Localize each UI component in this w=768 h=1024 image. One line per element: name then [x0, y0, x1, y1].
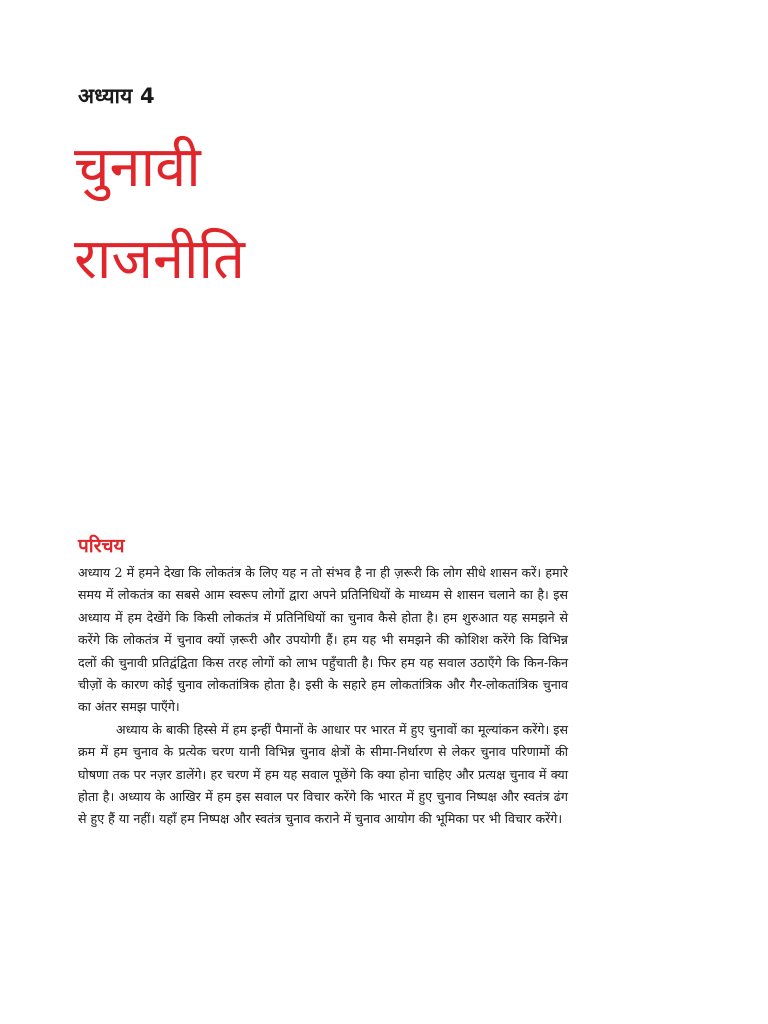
paragraph-1: अध्याय 2 में हमने देखा कि लोकतंत्र के लिए यह न तो संभव है ना ही ज़रूरी कि लोग सीधे शासन करें। हमारे समय में लोकतंत्र का सबसे आम स्वरूप लोगों द्वारा अपने प्रतिनिधियों के माध्यम से शासन चलाने का है। इस अध्याय में हम देखेंगे कि किसी लोकतंत्र में प्रतिनिधियों का चुनाव कैसे होता है। हम शुरुआत यह समझने से करेंगे कि लोकतंत्र में चुनाव क्यों ज़रूरी और उपयोगी हैं। हम यह भी समझने की कोशिश करेंगे कि विभिन्न दलों की चुनावी प्रतिद्वंद्विता किस तरह लोगों को लाभ पहुँचाती है। फिर हम यह सवाल उठाएँगे कि किन-किन चीज़ों के कारण कोई चुनाव लोकतांत्रिक होता है। इसी के सहारे हम लोकतांत्रिक और गैर-लोकतांत्रिक चुनाव का अंतर समझ पाएँगे।	[78, 565, 568, 715]
chapter-title	[74, 122, 245, 306]
paragraph-2: अध्याय के बाकी हिस्से में हम इन्हीं पैमानों के आधार पर भारत में हुए चुनावों का मूल्यांकन करेंगे। इस क्रम में हम चुनाव के प्रत्येक चरण यानी विभिन्न चुनाव क्षेत्रों के सीमा-निर्धारण से लेकर चुनाव परिणामों की घोषणा तक पर नज़र डालेंगे। हर चरण में हम यह सवाल पूछेंगे कि क्या होना चाहिए और प्रत्यक्ष चुनाव में क्या होता है। अध्याय के आखिर में हम इस सवाल पर विचार करेंगे कि भारत में हुए चुनाव निष्पक्ष और स्वतंत्र ढंग से हुए हैं या नहीं। यहाँ हम निष्पक्ष और स्वतंत्र चुनाव कराने में चुनाव आयोग की भूमिका पर भी विचार करेंगे।	[78, 721, 568, 827]
section-heading: परिचय	[78, 535, 125, 557]
body-text	[78, 562, 568, 831]
chapter-label: अध्याय 4	[78, 84, 155, 108]
chapter-title-line-2: राजनीति	[74, 227, 245, 292]
chapter-title-line-1: चुनावी	[74, 135, 201, 200]
